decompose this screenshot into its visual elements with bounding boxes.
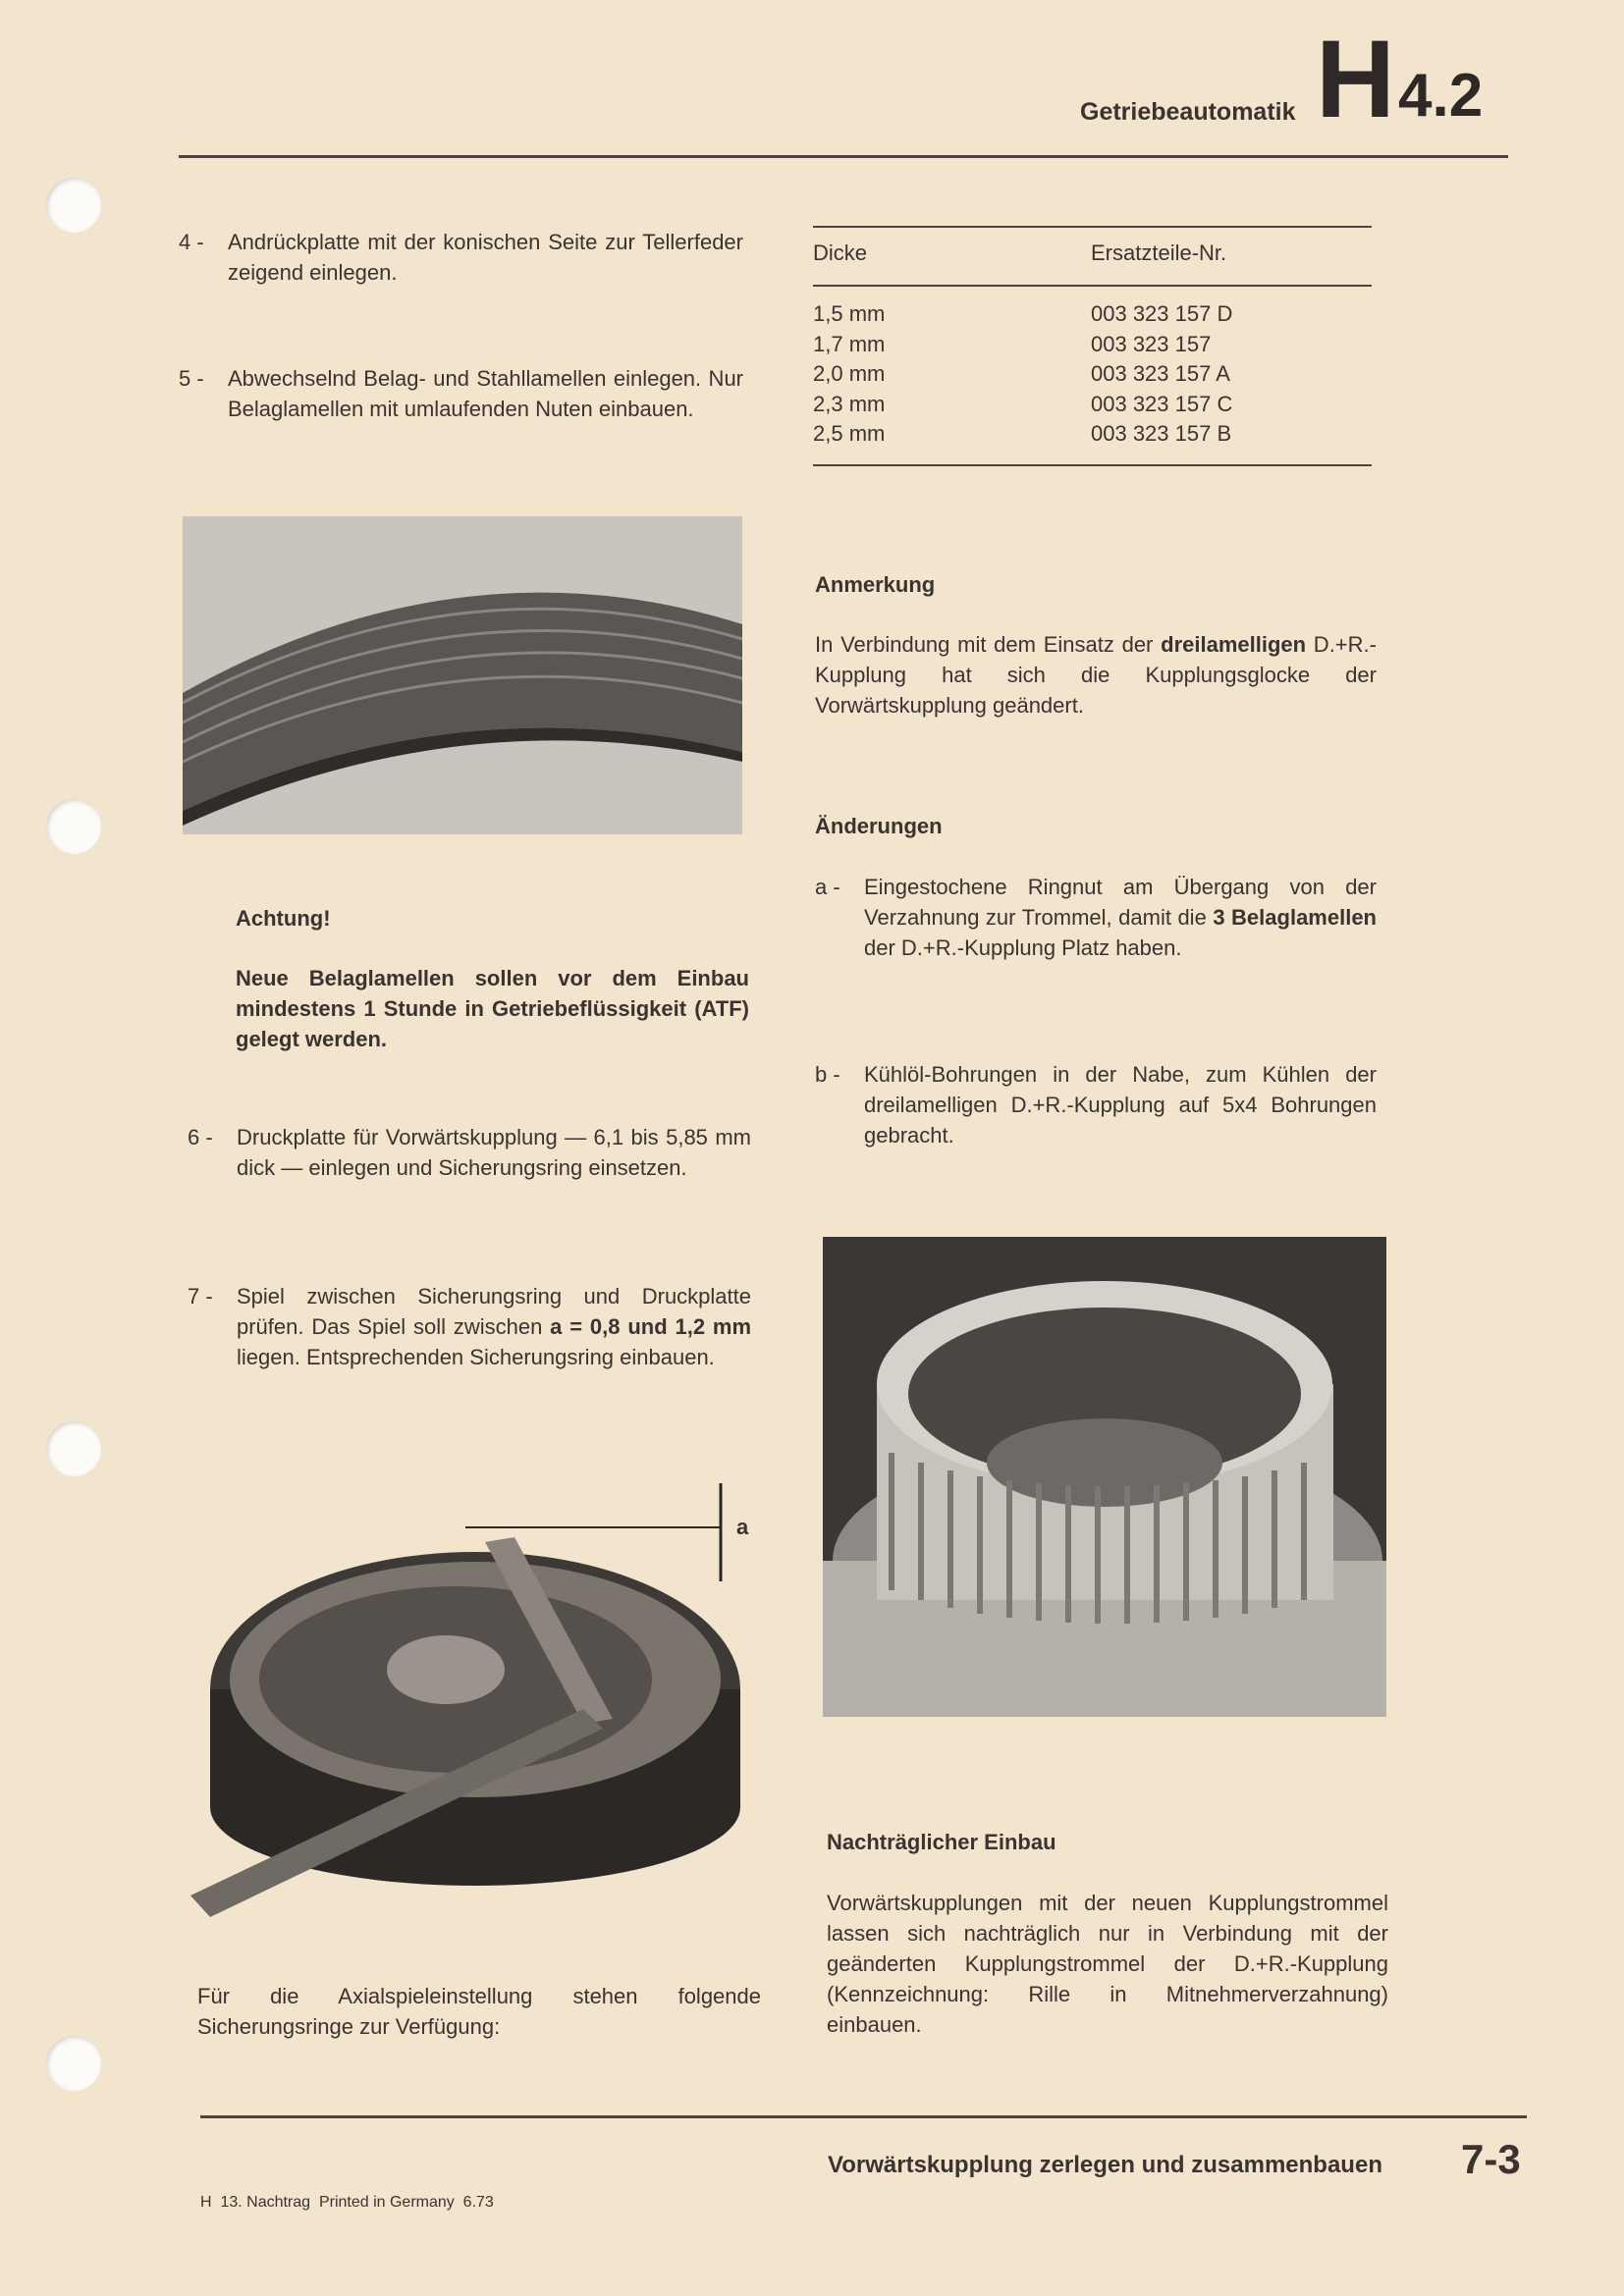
section-title: Getriebeautomatik [1080, 98, 1296, 126]
col-header-ersatzteile: Ersatzteile-Nr. [1091, 240, 1227, 265]
figure-label-a: a [736, 1515, 749, 1539]
text-run: der D.+R.-Kupplung Platz haben. [864, 935, 1182, 960]
step-text: Druckplatte für Vorwärtskupplung — 6,1 bis 5,85 mm dick — einlegen und Sicherungsring einsetzen. [237, 1125, 751, 1180]
punch-hole [46, 178, 101, 233]
change-text: Kühlöl-Bohrungen in der Nabe, zum Kühlen der dreilamelligen D.+R.-Kupplung auf 5x4 Bohrungen gebracht. [864, 1062, 1377, 1148]
text-run: D.+R.-Kupplung hat sich die Kupplungsglocke der Vorwärtskupplung geändert. [815, 632, 1377, 718]
text-run: In Verbindung mit dem Einsatz der [815, 632, 1162, 657]
section-letter: H [1316, 18, 1395, 140]
photo-clutch-drum [823, 1237, 1386, 1717]
step-text [237, 1281, 751, 1372]
imprint: H 13. Nachtrag Printed in Germany 6.73 [200, 2194, 494, 2211]
text-run: liegen. Entsprechenden Sicherungsring einbauen. [237, 1345, 715, 1369]
table-row [813, 299, 1372, 330]
col-header-dicke: Dicke [813, 240, 868, 265]
text-run-bold: dreilamelligen [1161, 632, 1307, 657]
step-6 [188, 1122, 751, 1183]
table-top-rule [813, 226, 1372, 228]
punch-hole [46, 799, 101, 854]
table-row [813, 330, 1372, 360]
step-number: 5 - [179, 366, 204, 391]
achtung-text: Neue Belaglamellen sollen vor dem Einbau mindestens 1 Stunde in Getriebeflüssigkeit (ATF) gelegt werden. [236, 966, 749, 1051]
cell-part-number: 003 323 157 C [1091, 391, 1233, 416]
text-run: Eingestochene Ringnut am Übergang von der Verzahnung zur Trommel, damit die [864, 875, 1377, 930]
text-run-bold: a = 0,8 und 1,2 mm [550, 1314, 751, 1339]
achtung-title: Achtung! [236, 906, 331, 931]
change-text [864, 872, 1377, 963]
table-row [813, 390, 1372, 420]
footer-rule [200, 2115, 1527, 2118]
table-row [813, 359, 1372, 390]
circlip-table [813, 240, 1372, 280]
page-number: 7-3 [1461, 2136, 1521, 2182]
punch-hole [46, 1421, 101, 1476]
nachtraeglich-text: Vorwärtskupplungen mit der neuen Kupplungstrommel lassen sich nachträglich nur in Verbindung mit der geänderten Kupplungstrommel der D.+R.-Kupplung (Kennzeichnung: Rille in Mitnehmerverzahnung) einbauen. [827, 1891, 1388, 2037]
table-header-rule [813, 285, 1372, 287]
photo-clearance-measurement [190, 1464, 760, 1917]
section-number: 4.2 [1398, 62, 1484, 130]
table-bottom-rule [813, 464, 1372, 466]
step-4 [179, 227, 743, 288]
step-text: Andrückplatte mit der konischen Seite zur Tellerfeder zeigend einlegen. [228, 230, 743, 285]
header-rule [179, 155, 1508, 158]
footer-title: Vorwärtskupplung zerlegen und zusammenbauen [828, 2152, 1382, 2178]
text-run-bold: 3 Belaglamellen [1213, 905, 1377, 930]
text-run: Spiel zwischen Sicherungsring und Druckplatte prüfen. Das Spiel soll zwischen [237, 1284, 751, 1339]
change-letter: b - [815, 1062, 840, 1087]
change-letter: a - [815, 875, 840, 899]
cell-thickness: 2,5 mm [813, 421, 886, 446]
step-7 [188, 1281, 751, 1372]
anmerkung-text [815, 629, 1377, 721]
table-row [813, 419, 1372, 450]
step-number: 7 - [188, 1284, 213, 1308]
cell-part-number: 003 323 157 D [1091, 301, 1233, 326]
change-a [815, 872, 1377, 963]
step-text: Abwechselnd Belag- und Stahllamellen einlegen. Nur Belaglamellen mit umlaufenden Nuten einbauen. [228, 366, 743, 421]
step-number: 4 - [179, 230, 204, 254]
anmerkung-title: Anmerkung [815, 572, 936, 597]
cell-part-number: 003 323 157 A [1091, 361, 1230, 386]
cell-part-number: 003 323 157 B [1091, 421, 1232, 446]
aenderungen-title: Änderungen [815, 814, 943, 838]
cell-thickness: 2,0 mm [813, 361, 886, 386]
change-b [815, 1059, 1377, 1150]
cell-thickness: 2,3 mm [813, 391, 886, 416]
cell-thickness: 1,7 mm [813, 331, 886, 356]
punch-hole [46, 2036, 101, 2091]
cell-thickness: 1,5 mm [813, 301, 886, 326]
table-body [813, 299, 1372, 450]
step-number: 6 - [188, 1125, 213, 1149]
photo-clutch-plate [183, 516, 742, 834]
cell-part-number: 003 323 157 [1091, 331, 1212, 356]
nachtraeglich-title: Nachträglicher Einbau [827, 1830, 1056, 1854]
step-5 [179, 363, 743, 424]
axial-text: Für die Axialspieleinstellung stehen folgende Sicherungsringe zur Verfügung: [197, 1984, 761, 2039]
